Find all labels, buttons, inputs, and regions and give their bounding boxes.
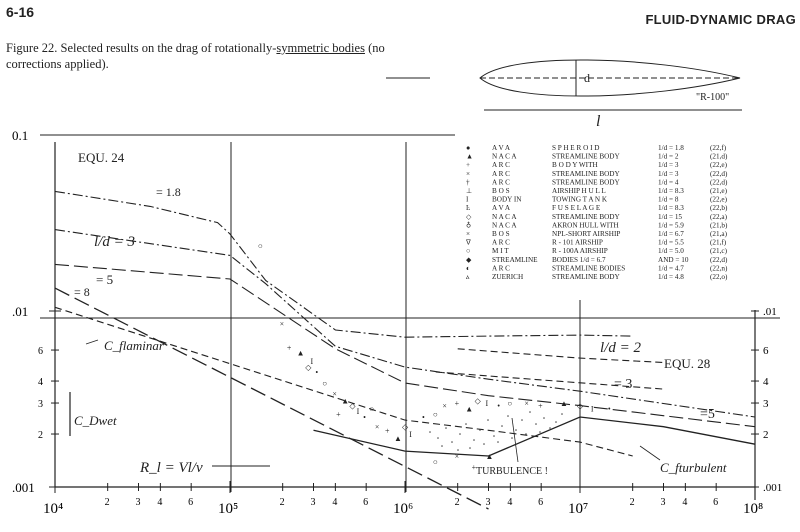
stipple-dot — [457, 449, 459, 451]
legend-org: N A C A — [492, 212, 517, 221]
stipple-dot — [429, 431, 431, 433]
x-minor-label: 3 — [310, 497, 316, 508]
legend-row — [466, 230, 728, 238]
legend-ref: (22,d) — [710, 255, 728, 264]
legend-symbol: × — [466, 169, 471, 178]
stipple-dot — [465, 423, 467, 425]
x-minor-label: 6 — [363, 497, 369, 508]
data-point: × — [524, 399, 529, 409]
data-point: • — [421, 412, 425, 422]
legend-symbol: ◐ — [466, 264, 471, 273]
legend-ref: (21,e) — [710, 187, 727, 195]
legend-org: STREAMLINE — [492, 255, 538, 264]
legend-ratio: 1/d = 8.3 — [658, 187, 684, 195]
page-number: 6-16 — [6, 4, 35, 20]
data-point: ○ — [507, 399, 513, 409]
legend-ref: (22,b) — [710, 204, 728, 213]
legend-symbol: † — [466, 178, 470, 187]
reynolds-label: R_l = Vl/ν — [140, 460, 203, 476]
right-axis-label: .001 — [763, 482, 783, 494]
stipple-dot — [473, 439, 475, 441]
stipple-dot — [507, 415, 509, 417]
data-point: × — [332, 389, 337, 399]
legend-ratio: 1/d = 15 — [658, 212, 683, 221]
data-point: × — [279, 319, 285, 329]
laminar-line — [55, 288, 489, 509]
turbulence-region — [429, 411, 563, 451]
stipple-dot — [493, 435, 495, 437]
stipple-dot — [497, 441, 499, 443]
data-point: • — [607, 404, 611, 414]
legend-ratio: 1/d = 5.9 — [658, 221, 684, 230]
legend-ratio: 1/d = 1.8 — [658, 144, 684, 152]
legend-symbol: ⊥ — [466, 187, 473, 195]
series-label-right-5: =5 — [700, 407, 715, 422]
stipple-dot — [483, 443, 485, 445]
c-turbulent-pointer — [640, 446, 660, 460]
legend-ratio: AND = 10 — [658, 255, 689, 264]
x-minor-label: 3 — [660, 497, 666, 508]
c-laminar-pointer — [86, 340, 98, 344]
stipple-dot — [437, 437, 439, 439]
sketch-l-label: l — [596, 113, 601, 130]
caption-prefix: Figure 22. Selected results on the drag of rotationally- — [6, 41, 277, 55]
legend-name: STREAMLINE BODIES — [552, 264, 626, 273]
legend-org: A R C — [492, 161, 510, 170]
stipple-dot — [479, 429, 481, 431]
right-axis-label: 3 — [763, 398, 769, 411]
stipple-dot — [525, 433, 527, 435]
x-tick-label: 10⁵ — [218, 501, 239, 517]
legend-name: AKRON HULL WITH — [552, 221, 619, 230]
legend-ref: (22,f) — [710, 144, 727, 152]
series-label-3: = 3 — [614, 377, 633, 392]
data-point: • — [363, 412, 366, 422]
legend-name: AIRSHIP H U L L — [552, 187, 606, 195]
legend-org: A R C — [492, 169, 510, 178]
running-head: FLUID-DYNAMIC DRAG — [645, 12, 796, 27]
x-minor-label: 6 — [538, 497, 544, 508]
data-point: × — [454, 452, 460, 462]
legend-ref: (22,d) — [710, 169, 728, 178]
legend-name: BODIES 1/d = 6.7 — [552, 255, 606, 264]
legend-name: STREAMLINE BODY — [552, 152, 620, 161]
legend-org: B O S — [492, 187, 510, 195]
legend-symbol: + — [466, 161, 471, 170]
legend-ratio: 1/d = 4 — [658, 178, 679, 187]
legend-row — [466, 187, 728, 195]
data-point: • — [497, 401, 501, 411]
legend-row — [466, 213, 728, 221]
stipple-dot — [469, 447, 471, 449]
data-point: ○ — [432, 409, 438, 419]
stipple-dot — [549, 427, 551, 429]
stipple-dot — [501, 425, 503, 427]
data-point: ▲ — [465, 404, 474, 414]
series-label-ld3: l/d = 3 — [94, 234, 135, 250]
stipple-dot — [441, 445, 443, 447]
body-sketch — [386, 60, 742, 130]
data-point: ▲ — [341, 396, 350, 406]
y-tick-label: 0.1 — [12, 128, 29, 143]
data-point: × — [374, 422, 380, 432]
x-minor-label: 2 — [629, 497, 635, 508]
legend-symbol: ◆ — [466, 255, 472, 264]
legend-ratio: 1/d = 5.5 — [658, 238, 684, 247]
legend-name: B O D Y WITH — [552, 161, 598, 170]
data-point: I — [310, 356, 314, 366]
legend-org: N A C A — [492, 152, 517, 161]
series-label-ld2: l/d = 2 — [600, 340, 641, 356]
stipple-dot — [511, 437, 513, 439]
legend-row — [466, 144, 727, 152]
y-minor-label: 4 — [38, 377, 43, 389]
x-minor-label: 3 — [485, 497, 491, 508]
y-tick-label: .01 — [12, 304, 29, 319]
y-minor-label: 2 — [38, 430, 43, 442]
data-point: + — [471, 462, 477, 472]
data-point: ◇ — [577, 401, 584, 411]
legend-row — [466, 178, 728, 186]
y-tick-label: .001 — [12, 480, 35, 495]
legend — [466, 144, 728, 281]
legend-ref: (21,b) — [710, 221, 728, 230]
legend-org: A R C — [492, 264, 510, 273]
legend-ref: (21,f) — [710, 238, 727, 247]
stipple-dot — [529, 411, 531, 413]
x-tick-label: 10⁶ — [393, 501, 414, 517]
x-minor-label: 6 — [188, 497, 194, 508]
stipple-dot — [535, 423, 537, 425]
legend-name: F U S E L A G E — [552, 204, 601, 213]
data-point: ◇ — [349, 401, 356, 411]
series-label-1-8: = 1.8 — [156, 185, 181, 199]
legend-symbol: I — [466, 195, 469, 204]
data-point: ○ — [257, 241, 263, 251]
data-point: I — [590, 404, 594, 414]
legend-org: A R C — [492, 238, 510, 247]
stipple-dot — [487, 419, 489, 421]
data-point: I — [485, 399, 489, 409]
data-point: ▲ — [485, 452, 494, 462]
legend-ref: (22,a) — [710, 212, 727, 221]
legend-row — [466, 256, 728, 264]
legend-name: STREAMLINE BODY — [552, 178, 620, 187]
equ24-label: EQU. 24 — [78, 150, 125, 165]
annotations — [70, 150, 727, 477]
right-axis-label: 2 — [763, 429, 769, 442]
legend-name: NPL-SHORT AIRSHIP — [552, 230, 621, 238]
stipple-dot — [555, 421, 557, 423]
legend-ratio: 1/d = 5.0 — [658, 247, 684, 256]
legend-org: M I T — [492, 247, 509, 256]
legend-row — [466, 247, 728, 255]
legend-symbol: ♁ — [466, 221, 472, 230]
legend-name: R - 100A AIRSHIP — [552, 247, 608, 256]
data-point: ○ — [369, 404, 375, 414]
series-line-3 — [55, 307, 633, 456]
x-minor-label: 4 — [332, 497, 338, 508]
stipple-dot — [539, 431, 541, 433]
data-point: ▲ — [393, 433, 402, 443]
caption-suffix: (no corrections applied). — [6, 41, 385, 71]
legend-ref: (22,e) — [710, 195, 727, 204]
stipple-dot — [515, 429, 517, 431]
stipple-dot — [459, 433, 461, 435]
y-minor-label: 3 — [38, 399, 43, 411]
legend-symbol: × — [466, 230, 471, 238]
legend-ratio: 1/d = 4.7 — [658, 264, 684, 273]
legend-symbol: Ŀ — [466, 204, 471, 213]
legend-name: R - 101 AIRSHIP — [552, 238, 603, 247]
legend-ratio: 1/d = 3 — [658, 161, 679, 170]
turbulence-pointer — [512, 418, 518, 462]
legend-ref: (22,o) — [710, 273, 728, 281]
legend-ref: (21,a) — [710, 230, 727, 238]
legend-symbol: ᐁ — [466, 238, 471, 247]
data-point: + — [538, 401, 543, 411]
legend-row — [466, 264, 728, 272]
data-point: + — [454, 399, 460, 409]
data-point: ▲ — [560, 399, 568, 409]
data-point: + — [385, 426, 390, 436]
data-point: I — [409, 430, 412, 440]
series-label-8: = 8 — [74, 285, 90, 299]
legend-ref: (22,n) — [710, 264, 728, 273]
legend-name: S P H E R O I D — [552, 144, 600, 152]
data-point: • — [315, 368, 319, 378]
x-minor-label: 2 — [279, 497, 285, 508]
stipple-dot — [521, 419, 523, 421]
legend-org: A V A — [492, 204, 511, 213]
legend-name: TOWING T A N K — [552, 195, 608, 204]
x-tick-label: 10⁴ — [43, 501, 64, 517]
legend-ref: (21,c) — [710, 247, 727, 256]
legend-ratio: 1/d = 8 — [658, 195, 679, 204]
data-point: ○ — [322, 378, 328, 388]
data-point: + — [336, 409, 341, 419]
y-axis-label: C_Dwet — [74, 413, 117, 428]
data-point: I — [356, 407, 360, 417]
stipple-dot — [445, 427, 447, 429]
data-point: ◇ — [474, 396, 481, 406]
x-minor-label: 4 — [507, 497, 513, 508]
stipple-dot — [561, 413, 563, 415]
legend-org: ZUERICH — [492, 273, 524, 281]
legend-row — [466, 273, 728, 281]
data-point: ◇ — [305, 363, 312, 373]
right-axis-label: 6 — [763, 345, 769, 358]
x-tick-label: 10⁸ — [743, 501, 764, 517]
legend-ref: (21,d) — [710, 152, 728, 161]
legend-ref: (22,e) — [710, 161, 727, 170]
legend-org: A R C — [492, 178, 510, 187]
data-point: ○ — [432, 457, 438, 467]
legend-name: STREAMLINE BODY — [552, 212, 620, 221]
caption-underlined: symmetric bodies — [276, 41, 365, 55]
x-minor-label: 2 — [104, 497, 110, 508]
legend-row — [466, 196, 728, 204]
stipple-dot — [451, 441, 453, 443]
legend-name: STREAMLINE BODY — [552, 169, 620, 178]
legend-symbol: ○ — [466, 247, 471, 256]
data-point: ◇ — [402, 422, 409, 432]
right-axis-label: .01 — [763, 306, 777, 318]
c-turbulent-label: C_fturbulent — [660, 460, 727, 475]
y-minor-label: 6 — [38, 346, 43, 358]
x-minor-label: 2 — [454, 497, 460, 508]
legend-org: BODY IN — [492, 195, 522, 204]
legend-org: N A C A — [492, 221, 517, 230]
legend-row — [466, 204, 728, 212]
turbulence-label: TURBULENCE ! — [476, 466, 548, 477]
x-minor-label: 4 — [157, 497, 163, 508]
legend-ratio: 1/d = 4.8 — [658, 273, 684, 281]
legend-ref: (22,d) — [710, 178, 728, 187]
legend-org: B O S — [492, 230, 510, 238]
x-tick-label: 10⁷ — [568, 501, 589, 517]
legend-row — [466, 153, 728, 161]
sketch-r100-label: "R-100" — [696, 92, 730, 103]
right-axis-label: 4 — [763, 376, 769, 389]
data-point: × — [442, 401, 447, 411]
c-laminar-label: C_flaminar — [104, 338, 164, 353]
legend-ratio: 1/d = 6.7 — [658, 230, 684, 238]
series-label-5: = 5 — [96, 272, 114, 287]
legend-row — [466, 161, 728, 169]
legend-row — [466, 221, 728, 229]
equ28-label: EQU. 28 — [664, 356, 711, 371]
legend-ratio: 1/d = 3 — [658, 169, 679, 178]
series-line-0 — [55, 191, 633, 337]
x-minor-label: 3 — [135, 497, 141, 508]
series-line-1 — [55, 230, 755, 417]
turbulent-line — [314, 417, 756, 456]
legend-row — [466, 239, 727, 247]
legend-name: STREAMLINE BODY — [552, 273, 620, 281]
legend-ratio: 1/d = 2 — [658, 152, 679, 161]
legend-symbol: ⲁ — [466, 273, 470, 281]
legend-org: A V A — [492, 144, 511, 152]
legend-symbol: ◇ — [466, 212, 472, 221]
data-point: + — [286, 343, 292, 353]
legend-ratio: 1/d = 8.3 — [658, 204, 684, 213]
stipple-dot — [543, 417, 545, 419]
x-minor-label: 6 — [713, 497, 719, 508]
legend-symbol: ● — [466, 144, 471, 152]
legend-row — [466, 170, 728, 178]
x-minor-label: 4 — [682, 497, 688, 508]
sketch-d-label: d — [584, 71, 590, 85]
data-point: ▲ — [296, 348, 305, 358]
legend-symbol: ▲ — [466, 152, 474, 161]
